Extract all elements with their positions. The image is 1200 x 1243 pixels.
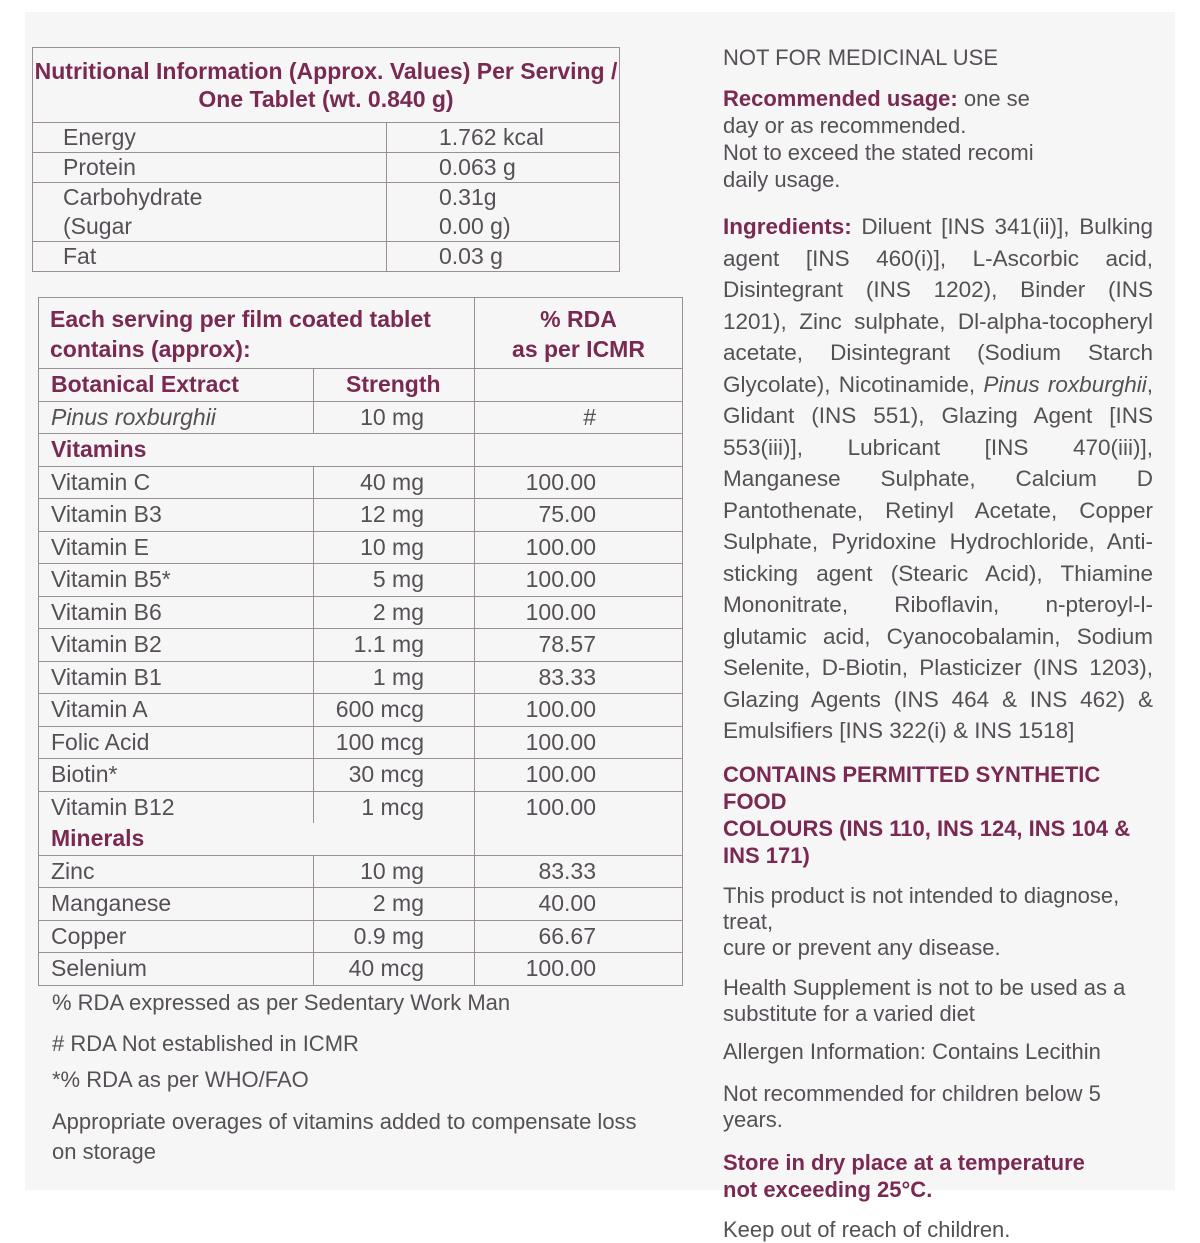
table-row xyxy=(39,792,682,824)
table-row xyxy=(39,759,682,792)
table-row xyxy=(39,467,682,500)
ingredient-name: Vitamin A xyxy=(39,694,314,726)
ingredient-name: Zinc xyxy=(39,856,314,888)
ingredient-name: Vitamin B6 xyxy=(39,597,314,629)
section-row xyxy=(39,434,682,467)
ingredient-name: Manganese xyxy=(39,888,314,920)
table-row xyxy=(39,662,682,695)
nutrient-label: Fat xyxy=(33,242,387,271)
table-row xyxy=(39,694,682,727)
footnote: *% RDA as per WHO/FAO xyxy=(52,1067,309,1092)
ingredient-name: Vitamin B3 xyxy=(39,499,314,531)
table-row xyxy=(39,564,682,597)
nutrient-label: Energy xyxy=(33,123,387,152)
ingredient-rda: 100.00 xyxy=(525,696,596,722)
ingredient-rda: 100.00 xyxy=(525,533,596,560)
table-row xyxy=(33,123,619,153)
storage-line: not exceeding 25°C. xyxy=(723,1176,933,1202)
table-row xyxy=(39,856,682,889)
table-row xyxy=(39,921,682,954)
supplement-line: substitute for a varied diet xyxy=(723,1000,975,1026)
ingredients-label: Ingredients: xyxy=(723,214,852,239)
footnote: % RDA expressed as per Sedentary Work Man xyxy=(52,990,511,1015)
ingredient-name: Vitamin B2 xyxy=(39,629,314,661)
ingredient-rda: 83.33 xyxy=(538,663,596,690)
storage-note xyxy=(723,1149,1153,1203)
ingredient-strength: 5 mg xyxy=(314,564,475,596)
nutrient-value xyxy=(387,183,619,241)
disclaimer xyxy=(723,883,1153,961)
minerals-header: Minerals xyxy=(39,823,475,855)
ingredient-strength: 1 mg xyxy=(314,662,475,694)
ingredient-strength: 1 mcg xyxy=(314,792,475,824)
ingredient-rda: 100.00 xyxy=(525,566,596,592)
footnote: Appropriate overages of vitamins added to compensate loss xyxy=(52,1109,637,1134)
not-medicinal-note: NOT FOR MEDICINAL USE xyxy=(723,45,999,70)
ingredient-rda: 100.00 xyxy=(525,793,596,820)
ingredient-name: Vitamin B1 xyxy=(39,662,314,694)
ingredient-strength: 10 mg xyxy=(314,532,475,564)
ingredient-name: Pinus roxburghii xyxy=(39,402,314,434)
ingredients-part: , Glidant (INS 551), Glazing Agent [INS 553(iii)], Lubricant [INS 470(iii)], Manganese Sulphate, Calcium D Pantothenate, Retinyl Acetate, Copper Sulphate, Pyridoxine Hydrochloride, Anti-sticking agent (Stearic Acid), Thiamine Mononitrate, Riboflavin, n-pteroyl-l-glutamic acid, Cyanocobalamin, Sodium Selenite, D-Biotin, Plasticizer (INS 1203), Glazing Agents (INS 464 & INS 462) & Emulsifiers [INS 322(i) & INS 1518] xyxy=(723,371,1153,743)
ingredient-strength: 30 mcg xyxy=(314,759,475,791)
ingredient-strength: 2 mg xyxy=(314,597,475,629)
strength-header: Strength xyxy=(314,369,475,401)
ingredient-rda: 75.00 xyxy=(538,501,596,527)
nutrition-title-line1: Nutritional Information (Approx. Values) Per Serving / xyxy=(34,58,618,84)
ingredients-italic: Pinus roxburghii xyxy=(983,371,1147,397)
table-row xyxy=(33,153,619,183)
ingredient-strength: 600 mcg xyxy=(314,694,475,726)
usage-label: Recommended usage: xyxy=(723,86,958,111)
ingredient-name: Vitamin C xyxy=(39,467,314,499)
ingredient-name: Vitamin E xyxy=(39,532,314,564)
usage-text: daily usage. xyxy=(723,167,841,192)
table-row xyxy=(39,532,682,565)
children-note: Not recommended for children below 5 years. xyxy=(723,1080,1101,1132)
usage-text: day or as recommended. xyxy=(723,113,967,138)
table-row xyxy=(39,888,682,921)
nutrient-label xyxy=(33,183,387,241)
ingredient-name: Biotin* xyxy=(39,759,314,791)
ingredient-name: Vitamin B5* xyxy=(39,564,314,596)
ingredient-rda: 100.00 xyxy=(525,468,596,495)
ingredient-rda: 83.33 xyxy=(538,857,596,884)
nutrition-title-line2: One Tablet (wt. 0.840 g) xyxy=(198,86,454,112)
table-row xyxy=(39,727,682,760)
ingredient-name: Vitamin B12 xyxy=(39,792,314,824)
footnotes xyxy=(52,990,652,1167)
nutrition-table-title xyxy=(33,48,619,123)
usage-text: one se xyxy=(957,86,1030,111)
nutrient-value: 0.03 g xyxy=(439,243,503,269)
ingredient-name: Copper xyxy=(39,921,314,953)
nutrition-table xyxy=(32,47,620,272)
ingredient-rda: 66.67 xyxy=(538,922,596,949)
supplement-line: Health Supplement is not to be used as a xyxy=(723,974,1126,1000)
nutrient-label: Protein xyxy=(33,153,387,182)
nutrient-label-carb: Carbohydrate xyxy=(63,184,203,210)
ingredient-rda: 100.00 xyxy=(525,728,596,755)
table-row xyxy=(33,242,619,271)
ingredient-rda: 100.00 xyxy=(525,598,596,625)
usage-block xyxy=(723,85,1153,193)
disclaimer-line: This product is not intended to diagnose, treat, xyxy=(723,882,1120,934)
header-rda xyxy=(475,298,682,368)
ingredient-strength: 0.9 mg xyxy=(314,921,475,953)
disclaimer-line: cure or prevent any disease. xyxy=(723,934,1001,960)
ingredient-rda: 100.00 xyxy=(525,761,596,787)
header-rda-line2: as per ICMR xyxy=(512,336,645,362)
ingredient-name: Folic Acid xyxy=(39,727,314,759)
ingredient-strength: 40 mcg xyxy=(314,953,475,985)
ingredient-strength: 100 mcg xyxy=(314,727,475,759)
ingredient-strength: 40 mg xyxy=(314,467,475,499)
keep-out-note: Keep out of reach of children. xyxy=(723,1216,1011,1242)
ingredient-strength: 10 mg xyxy=(314,856,475,888)
colours-note xyxy=(723,761,1153,869)
table-row xyxy=(39,953,682,985)
colours-line: COLOURS (INS 110, INS 124, INS 104 & INS 171) xyxy=(723,815,1131,868)
nutrient-value: 1.762 kcal xyxy=(439,124,544,150)
allergen-info: Allergen Information: Contains Lecithin xyxy=(723,1038,1101,1064)
nutrient-value-carb: 0.31g xyxy=(439,184,497,210)
table-row xyxy=(39,402,682,435)
nutrient-label-sugar: (Sugar xyxy=(63,213,133,239)
table-row xyxy=(33,183,619,242)
nutrient-value: 0.063 g xyxy=(439,154,516,180)
nutrient-value-sugar: 0.00 g) xyxy=(439,213,511,239)
table-row xyxy=(39,629,682,662)
storage-line: Store in dry place at a temperature xyxy=(723,1149,1085,1175)
header-rda-line1: % RDA xyxy=(540,306,617,332)
ingredient-rda: 78.57 xyxy=(538,631,596,657)
header-serving xyxy=(39,298,475,368)
ingredient-rda: 100.00 xyxy=(525,955,596,981)
supplement-note xyxy=(723,975,1153,1027)
footnote: # RDA Not established in ICMR xyxy=(52,1031,359,1056)
composition-table-header xyxy=(39,298,682,369)
ingredient-name: Selenium xyxy=(39,953,314,985)
botanical-header: Botanical Extract xyxy=(39,369,314,401)
header-serving-line1: Each serving per film coated tablet xyxy=(50,306,431,332)
composition-table xyxy=(38,297,683,986)
ingredients-part: Diluent [INS 341(ii)], Bulking agent [INS 460(i)], L-Ascorbic acid, Disintegrant (INS 1202), Binder (INS 1201), Zinc sulphate, Dl-alpha-tocopheryl acetate, Disintegrant (Sodium Starch Glycolate), Nicotinamide, xyxy=(723,214,1153,397)
ingredient-strength: 10 mg xyxy=(314,402,475,434)
vitamins-header: Vitamins xyxy=(39,434,475,466)
ingredient-rda: 40.00 xyxy=(538,890,596,916)
ingredient-rda: # xyxy=(583,403,596,430)
ingredient-strength: 12 mg xyxy=(314,499,475,531)
table-row xyxy=(39,369,682,402)
right-column xyxy=(723,45,1153,1243)
table-row xyxy=(39,597,682,630)
table-row xyxy=(39,499,682,532)
ingredient-strength: 1.1 mg xyxy=(314,629,475,661)
header-serving-line2: contains (approx): xyxy=(50,336,251,362)
section-row xyxy=(39,823,682,856)
ingredient-strength: 2 mg xyxy=(314,888,475,920)
colours-line: CONTAINS PERMITTED SYNTHETIC FOOD xyxy=(723,761,1101,814)
usage-text: Not to exceed the stated recomi xyxy=(723,140,1034,165)
ingredients-text xyxy=(723,211,1153,747)
footnote: on storage xyxy=(52,1139,156,1164)
